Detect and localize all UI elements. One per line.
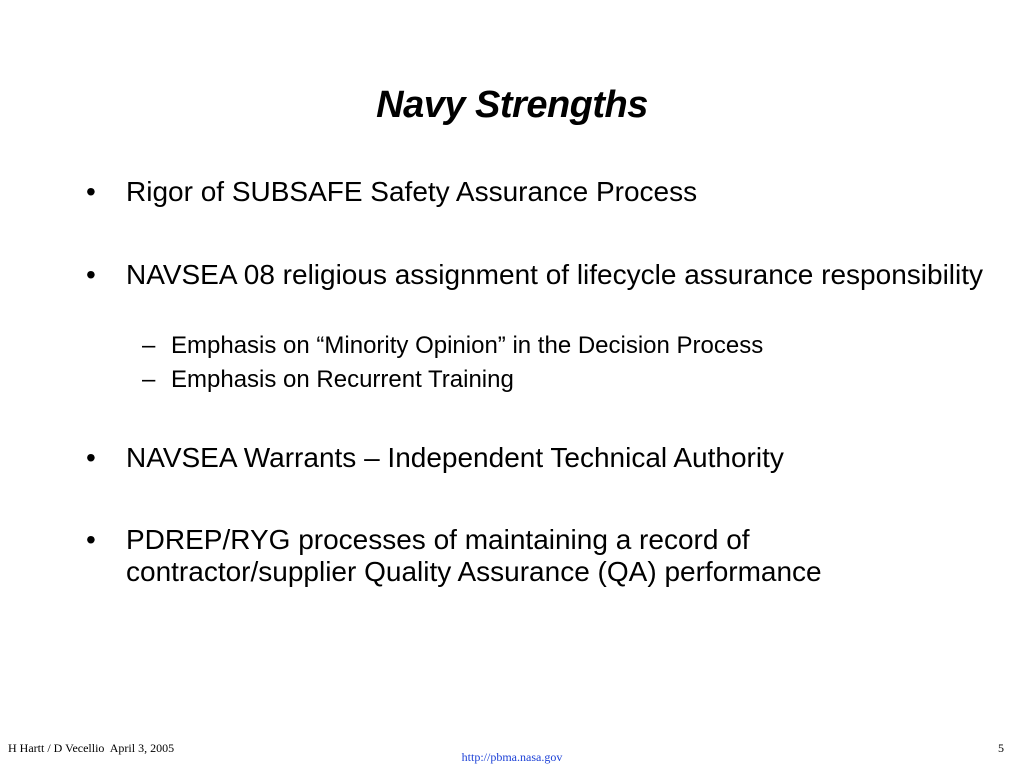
slide-title: Navy Strengths — [376, 84, 648, 126]
bullet-text: NAVSEA Warrants – Independent Technical Authority — [126, 442, 784, 473]
footer-author-date: H Hartt / D Vecellio April 3, 2005 — [8, 741, 175, 755]
bullet-text: PDREP/RYG processes of maintaining a record of contractor/supplier Quality Assurance (QA) performance — [126, 524, 822, 587]
bullet-marker: • — [86, 259, 96, 290]
page-number: 5 — [998, 741, 1004, 755]
bullet-marker: • — [86, 442, 96, 473]
bullet-marker: • — [86, 176, 96, 207]
bullet-text: NAVSEA 08 religious assignment of lifecycle assurance responsibility — [126, 259, 984, 290]
sub-bullet-marker: – — [142, 332, 156, 359]
sub-bullet-marker: – — [142, 366, 156, 393]
bullet-item — [86, 176, 986, 208]
sub-bullet-text: Emphasis on “Minority Opinion” in the Decision Process — [171, 332, 764, 359]
sub-bullet-text: Emphasis on Recurrent Training — [171, 366, 514, 393]
bullet-item — [86, 259, 986, 291]
footer-url-link[interactable]: http://pbma.nasa.gov — [461, 750, 563, 764]
sub-bullet-item — [142, 365, 982, 395]
bullet-item — [86, 524, 906, 588]
bullet-marker: • — [86, 524, 96, 555]
bullet-text: Rigor of SUBSAFE Safety Assurance Process — [126, 176, 698, 207]
bullet-item — [86, 442, 986, 474]
sub-bullet-item — [142, 331, 982, 361]
